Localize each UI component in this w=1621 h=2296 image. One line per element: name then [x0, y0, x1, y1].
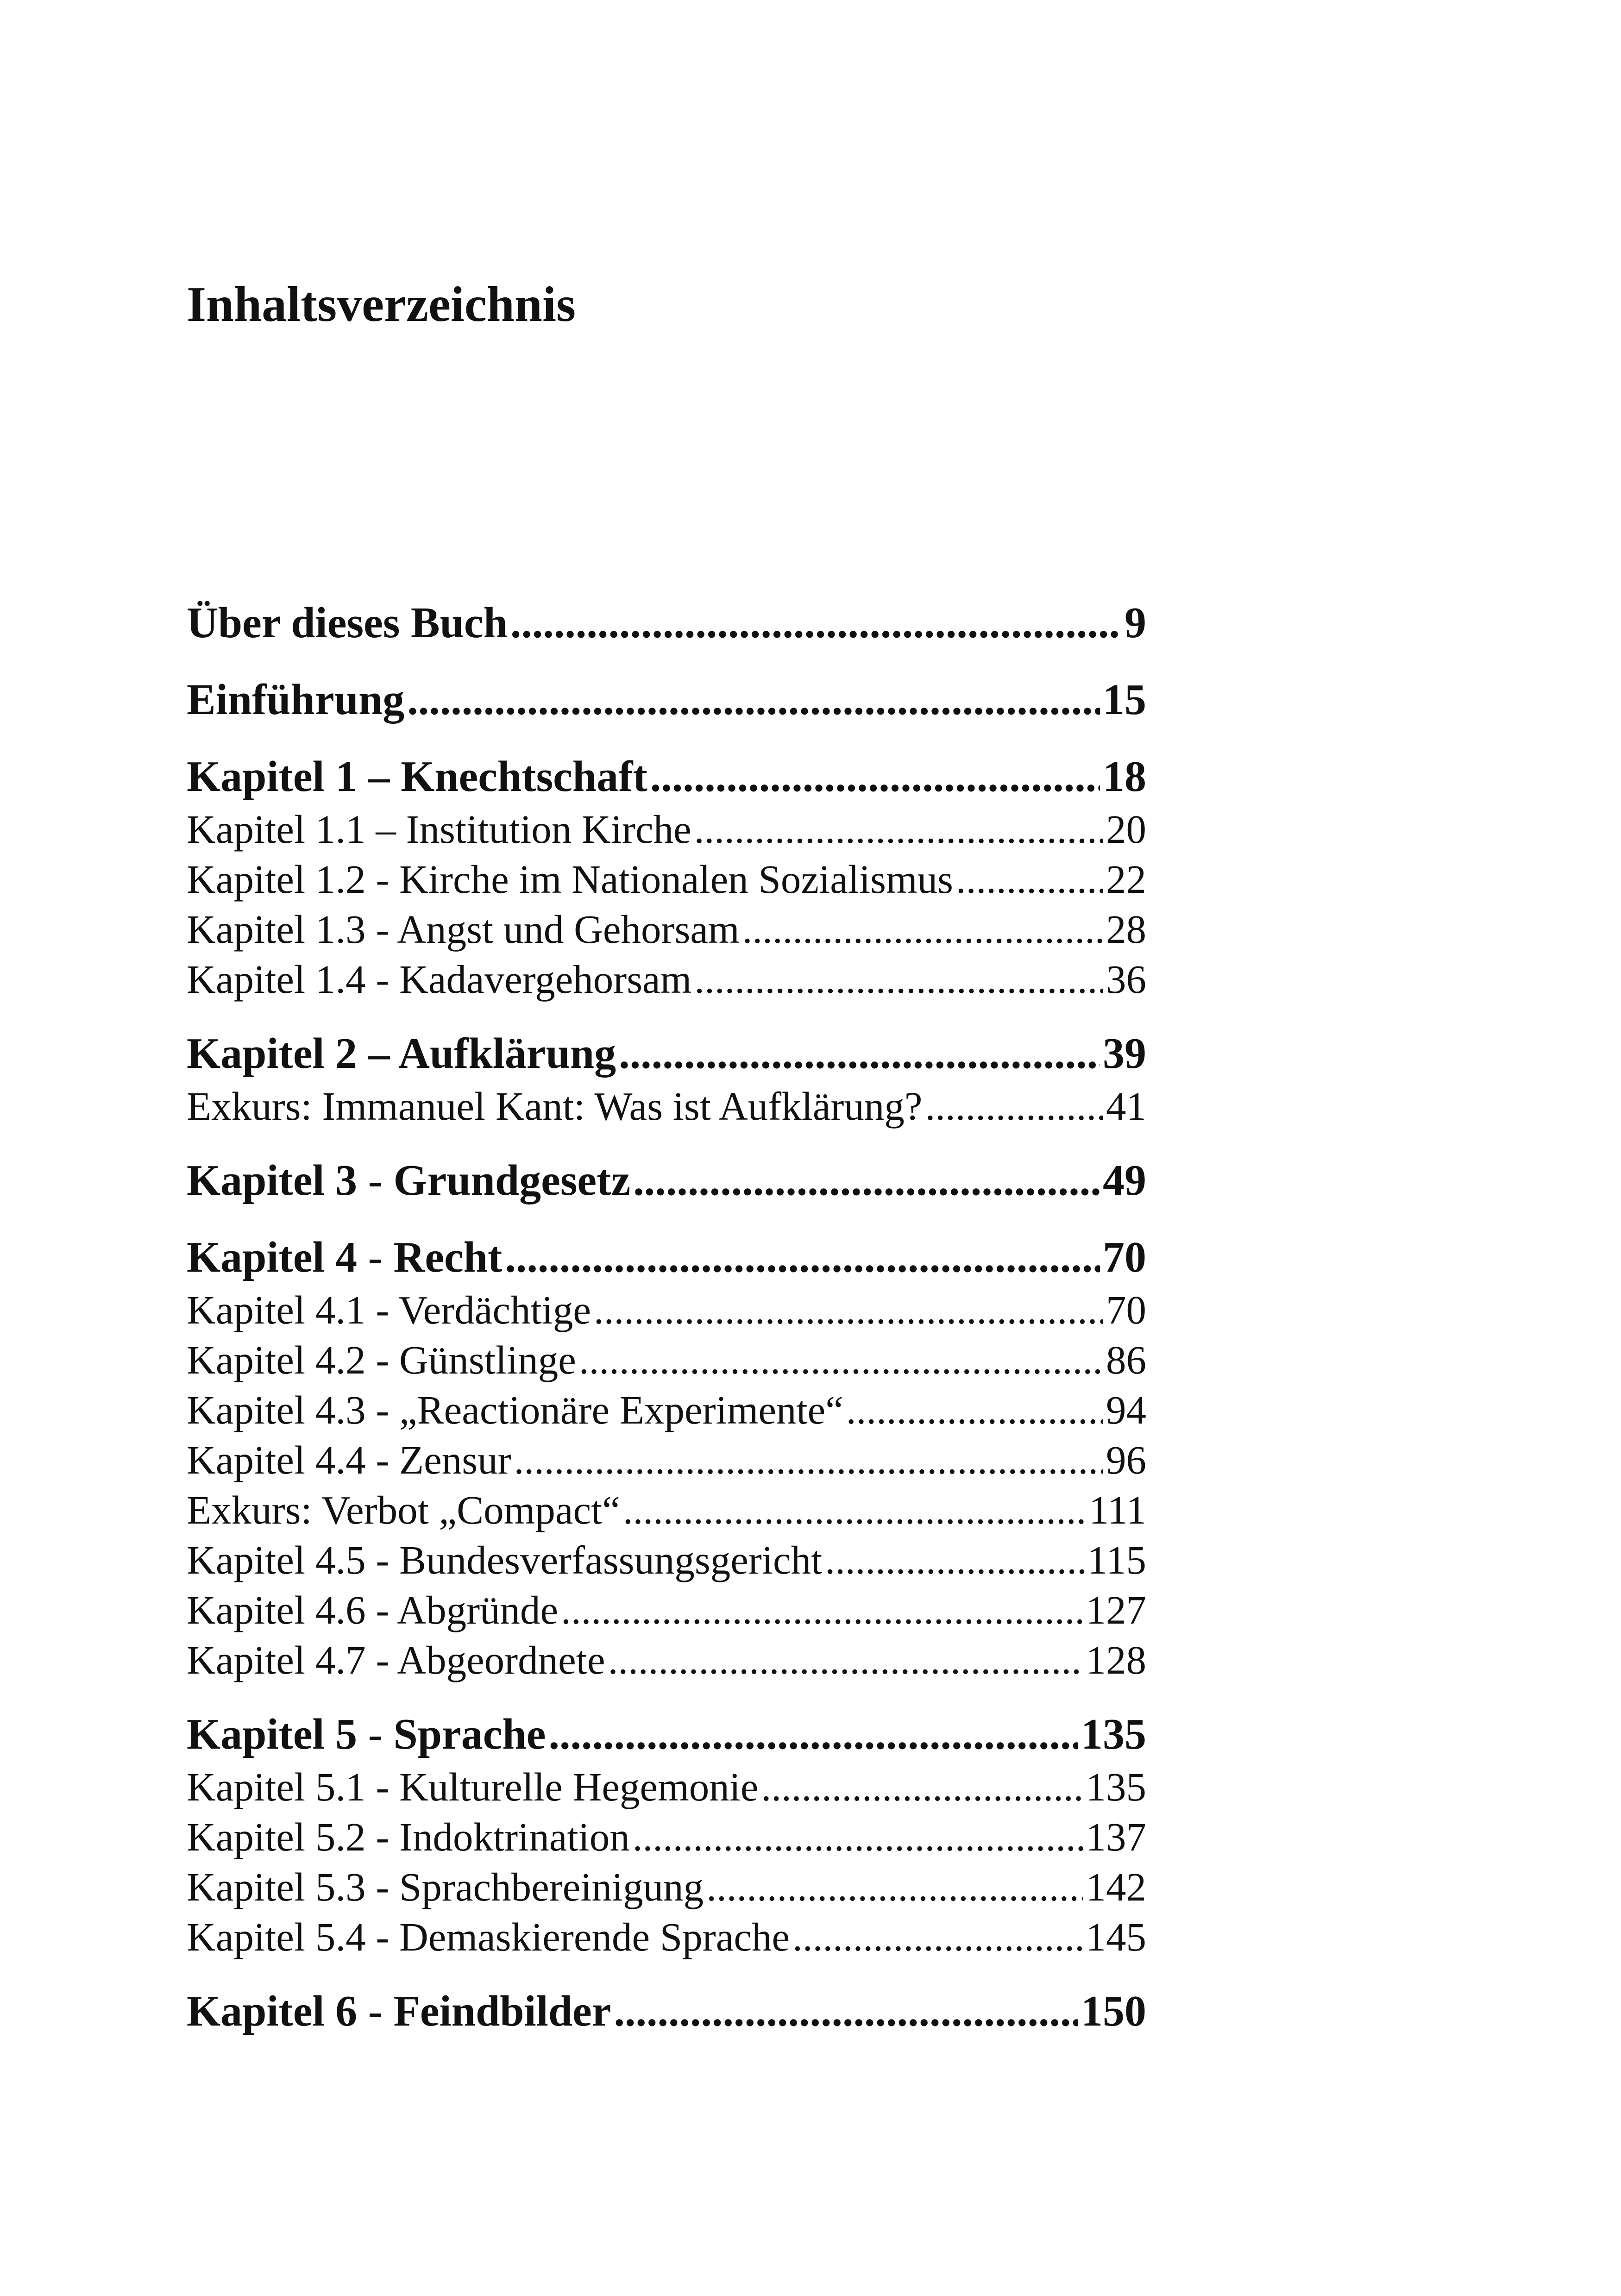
toc-entry-label: Kapitel 4.6 - Abgründe: [187, 1587, 559, 1632]
toc-dot-leader: [561, 1585, 1083, 1635]
toc-entry-label: Kapitel 4.5 - Bundesverfassungsgericht: [187, 1537, 823, 1582]
toc-subentry: [187, 1585, 1146, 1635]
toc-entry-label: Kapitel 4.7 - Abgeordnete: [187, 1637, 605, 1682]
toc-dot-leader: [505, 1230, 1100, 1285]
toc-entry-label: Exkurs: Verbot „Compact“: [187, 1487, 620, 1532]
toc-page-number: 135: [1086, 1764, 1146, 1809]
toc-entry-label: Kapitel 4.2 - Günstlinge: [187, 1337, 576, 1382]
toc-chapter-entry: [187, 595, 1146, 651]
toc-dot-leader: [925, 1081, 1103, 1131]
toc-page-number: 20: [1106, 807, 1146, 852]
toc-dot-leader: [650, 749, 1100, 804]
toc-chapter-entry: [187, 1706, 1146, 1762]
toc-page-number: 39: [1103, 1029, 1146, 1078]
toc-entry-label: Kapitel 5 - Sprache: [187, 1710, 546, 1758]
toc-entry-label: Kapitel 1.3 - Angst und Gehorsam: [187, 907, 740, 952]
toc-entry-label: Kapitel 1.4 - Kadavergehorsam: [187, 957, 692, 1002]
toc-page-number: 150: [1081, 1987, 1146, 2035]
toc-entry-label: Exkurs: Immanuel Kant: Was ist Aufklärung?: [187, 1084, 923, 1129]
toc-subentry: [187, 854, 1146, 904]
toc-entry-label: Kapitel 1 – Knechtschaft: [187, 753, 647, 801]
toc-subentry: [187, 1635, 1146, 1685]
table-of-contents: [187, 595, 1146, 2039]
toc-subentry: [187, 1081, 1146, 1131]
toc-subentry: [187, 1812, 1146, 1862]
toc-page-number: 111: [1088, 1487, 1146, 1532]
toc-subentry: [187, 1912, 1146, 1962]
toc-subentry: [187, 1385, 1146, 1435]
toc-entry-label: Kapitel 4.1 - Verdächtige: [187, 1287, 591, 1332]
toc-subentry: [187, 1862, 1146, 1912]
toc-subentry: [187, 954, 1146, 1004]
toc-subentry: [187, 1285, 1146, 1335]
page-title: Inhaltsverzeichnis: [187, 277, 576, 332]
toc-chapter-entry: [187, 749, 1146, 804]
toc-entry-label: Kapitel 6 - Feindbilder: [187, 1987, 611, 2035]
toc-entry-label: Kapitel 5.3 - Sprachbereinigung: [187, 1864, 704, 1909]
toc-dot-leader: [623, 1485, 1086, 1535]
toc-dot-leader: [956, 854, 1103, 904]
toc-dot-leader: [614, 1983, 1079, 2039]
toc-dot-leader: [742, 904, 1103, 954]
toc-dot-leader: [825, 1535, 1084, 1585]
toc-page-number: 145: [1086, 1914, 1146, 1959]
toc-page-number: 135: [1081, 1710, 1146, 1758]
toc-page-number: 137: [1086, 1814, 1146, 1859]
toc-page-number: 127: [1086, 1587, 1146, 1632]
toc-dot-leader: [761, 1762, 1083, 1812]
toc-dot-leader: [594, 1285, 1103, 1335]
toc-dot-leader: [792, 1912, 1083, 1962]
toc-entry-label: Kapitel 1.2 - Kirche im Nationalen Sozialismus: [187, 857, 954, 902]
toc-subentry: [187, 1335, 1146, 1385]
toc-subentry: [187, 804, 1146, 854]
toc-chapter-entry: [187, 1153, 1146, 1208]
toc-entry-label: Kapitel 4.4 - Zensur: [187, 1437, 511, 1482]
toc-page-number: 94: [1106, 1387, 1146, 1432]
toc-entry-label: Einführung: [187, 676, 405, 724]
toc-dot-leader: [694, 804, 1103, 854]
toc-dot-leader: [633, 1812, 1083, 1862]
toc-chapter-entry: [187, 1026, 1146, 1081]
toc-entry-label: Kapitel 1.1 – Institution Kirche: [187, 807, 691, 852]
toc-subentry: [187, 1435, 1146, 1485]
toc-page-number: 70: [1106, 1287, 1146, 1332]
toc-entry-label: Kapitel 4.3 - „Reactionäre Experimente“: [187, 1387, 843, 1432]
toc-dot-leader: [694, 954, 1103, 1004]
toc-dot-leader: [633, 1153, 1100, 1208]
toc-page-number: 70: [1103, 1233, 1146, 1281]
toc-dot-leader: [706, 1862, 1083, 1912]
toc-page-number: 22: [1106, 857, 1146, 902]
toc-entry-label: Kapitel 4 - Recht: [187, 1233, 503, 1281]
toc-dot-leader: [619, 1026, 1100, 1081]
toc-entry-label: Kapitel 5.1 - Kulturelle Hegemonie: [187, 1764, 759, 1809]
toc-dot-leader: [579, 1335, 1103, 1385]
toc-dot-leader: [608, 1635, 1083, 1685]
toc-page-number: 96: [1106, 1437, 1146, 1482]
toc-entry-label: Kapitel 5.2 - Indoktrination: [187, 1814, 630, 1859]
toc-page-number: 18: [1103, 753, 1146, 801]
toc-page-number: 115: [1087, 1537, 1146, 1582]
toc-page-number: 28: [1106, 907, 1146, 952]
toc-chapter-entry: [187, 672, 1146, 728]
toc-entry-label: Kapitel 5.4 - Demaskierende Sprache: [187, 1914, 790, 1959]
toc-page-number: 49: [1103, 1156, 1146, 1204]
toc-dot-leader: [846, 1385, 1103, 1435]
toc-page-number: 36: [1106, 957, 1146, 1002]
toc-page-number: 15: [1103, 676, 1146, 724]
toc-chapter-entry: [187, 1983, 1146, 2039]
toc-dot-leader: [407, 672, 1100, 728]
toc-entry-label: Kapitel 2 – Aufklärung: [187, 1029, 616, 1078]
toc-page-number: 41: [1106, 1084, 1146, 1129]
toc-entry-label: Über dieses Buch: [187, 599, 508, 647]
toc-subentry: [187, 1535, 1146, 1585]
toc-chapter-entry: [187, 1230, 1146, 1285]
toc-dot-leader: [514, 1435, 1103, 1485]
toc-page-number: 86: [1106, 1337, 1146, 1382]
toc-dot-leader: [548, 1706, 1078, 1762]
toc-subentry: [187, 1485, 1146, 1535]
toc-subentry: [187, 1762, 1146, 1812]
toc-page-number: 142: [1086, 1864, 1146, 1909]
toc-entry-label: Kapitel 3 - Grundgesetz: [187, 1156, 631, 1204]
toc-dot-leader: [510, 595, 1122, 651]
toc-page-number: 128: [1086, 1637, 1146, 1682]
toc-page-number: 9: [1125, 599, 1146, 647]
toc-subentry: [187, 904, 1146, 954]
